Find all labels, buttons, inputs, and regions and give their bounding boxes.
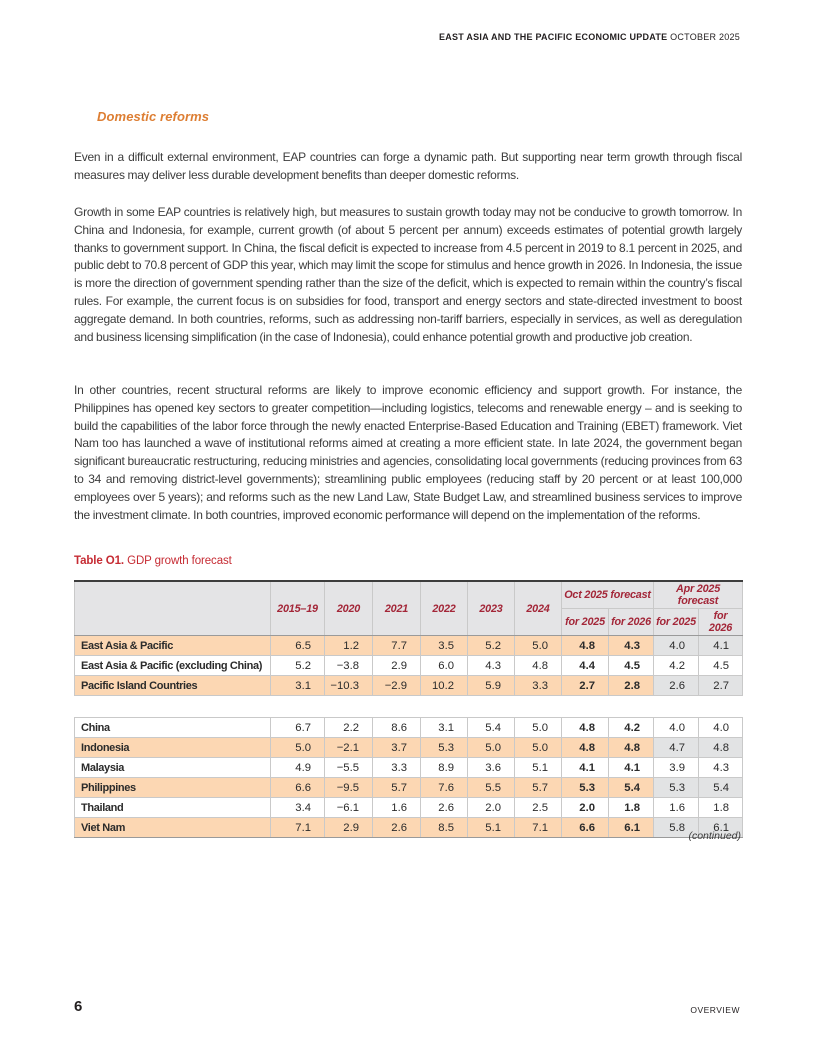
value-cell: 4.2 — [609, 718, 654, 738]
value-cell: 1.6 — [373, 798, 421, 818]
corner-cell — [75, 581, 271, 636]
value-cell: 2.7 — [562, 676, 609, 696]
value-cell: 5.4 — [699, 778, 743, 798]
value-cell: 3.9 — [654, 758, 699, 778]
value-cell: −9.5 — [325, 778, 373, 798]
value-cell: 2.6 — [373, 818, 421, 838]
value-cell: 4.8 — [699, 738, 743, 758]
value-cell: 4.0 — [654, 636, 699, 656]
value-cell: 4.8 — [562, 738, 609, 758]
value-cell: 2.6 — [421, 798, 468, 818]
value-cell: 3.4 — [271, 798, 325, 818]
year-column-header: 2021 — [373, 581, 421, 636]
value-cell: 6.1 — [699, 818, 743, 838]
value-cell: 4.8 — [609, 738, 654, 758]
value-cell: 4.1 — [562, 758, 609, 778]
value-cell: 2.5 — [515, 798, 562, 818]
value-cell: 5.3 — [562, 778, 609, 798]
value-cell: 8.5 — [421, 818, 468, 838]
value-cell: 1.8 — [699, 798, 743, 818]
row-label-cell: Philippines — [75, 778, 271, 798]
row-label-cell: East Asia & Pacific — [75, 636, 271, 656]
table-row — [75, 778, 743, 798]
value-cell: 6.6 — [562, 818, 609, 838]
forecast-group-header: Oct 2025 forecast — [562, 581, 654, 609]
value-cell: 4.5 — [699, 656, 743, 676]
value-cell: 2.0 — [468, 798, 515, 818]
year-column-header: 2024 — [515, 581, 562, 636]
value-cell: 6.5 — [271, 636, 325, 656]
row-label-cell: Pacific Island Countries — [75, 676, 271, 696]
value-cell: 2.8 — [609, 676, 654, 696]
value-cell: 10.2 — [421, 676, 468, 696]
value-cell: 5.9 — [468, 676, 515, 696]
year-column-header: 2022 — [421, 581, 468, 636]
value-cell: 3.1 — [421, 718, 468, 738]
paragraph-2: Growth in some EAP countries is relatively high, but measures to sustain growth today may not be conducive to growth tomorrow. In China and Indonesia, for example, current growth (of about 5 percent per annum) exceeds estimates of potential growth largely thanks to government support. In China, the fiscal deficit is expected to increase from 4.5 percent in 2019 to 8.1 percent in 2025, and public debt to 70.8 percent of GDP this year, which may limit the scope for stimulus and hence growth in 2026. In Indonesia, the issue is more the direction of government spending rather than the size of the deficit, which is expected to remain within the country’s fiscal rules. For example, the current focus is on subsidies for food, transport and energy sectors and state-directed investment to boost aggregate demand. In both countries, reforms, such as addressing non-tariff barriers, especially in services, as well as deregulation and business licensing simplification (in the case of Indonesia), could enhance potential growth and productive job creation. — [74, 205, 742, 344]
value-cell: −10.3 — [325, 676, 373, 696]
value-cell: 5.0 — [515, 636, 562, 656]
value-cell: 1.2 — [325, 636, 373, 656]
value-cell: −6.1 — [325, 798, 373, 818]
year-column-header: 2023 — [468, 581, 515, 636]
table-body — [75, 636, 743, 838]
table-caption-label: Table O1. — [74, 555, 125, 567]
value-cell: 7.1 — [271, 818, 325, 838]
row-label-cell: East Asia & Pacific (excluding China) — [75, 656, 271, 676]
value-cell: 2.6 — [654, 676, 699, 696]
value-cell: 2.9 — [373, 656, 421, 676]
value-cell: 3.5 — [421, 636, 468, 656]
table-row — [75, 718, 743, 738]
forecast-sub-header: for 2025 — [654, 609, 699, 636]
row-label-cell: Malaysia — [75, 758, 271, 778]
value-cell: 4.8 — [562, 718, 609, 738]
gdp-growth-forecast-table — [74, 580, 743, 838]
table-row — [75, 636, 743, 656]
value-cell: 6.0 — [421, 656, 468, 676]
value-cell: 3.3 — [515, 676, 562, 696]
value-cell: 6.1 — [609, 818, 654, 838]
table-row — [75, 758, 743, 778]
row-label-cell: Indonesia — [75, 738, 271, 758]
spacer-cell — [75, 696, 743, 718]
footer-section-label: OVERVIEW — [690, 1005, 740, 1015]
paragraph-1: Even in a difficult external environment, EAP countries can forge a dynamic path. But supporting near term growth through fiscal measures may deliver less durable development benefits than deeper domestic reforms. — [74, 150, 742, 182]
value-cell: 5.1 — [468, 818, 515, 838]
value-cell: 4.1 — [609, 758, 654, 778]
value-cell: 5.3 — [654, 778, 699, 798]
table-caption — [74, 555, 232, 567]
value-cell: 5.0 — [515, 738, 562, 758]
value-cell: 4.5 — [609, 656, 654, 676]
table-row — [75, 738, 743, 758]
value-cell: −3.8 — [325, 656, 373, 676]
year-column-header: 2020 — [325, 581, 373, 636]
value-cell: 7.6 — [421, 778, 468, 798]
table-head-row-main — [75, 581, 743, 609]
value-cell: 6.7 — [271, 718, 325, 738]
spacer-row — [75, 696, 743, 718]
value-cell: 4.3 — [609, 636, 654, 656]
value-cell: −5.5 — [325, 758, 373, 778]
value-cell: 6.6 — [271, 778, 325, 798]
table-continued-note: (continued) — [688, 830, 741, 842]
value-cell: 4.0 — [699, 718, 743, 738]
table-row — [75, 676, 743, 696]
value-cell: 5.2 — [468, 636, 515, 656]
value-cell: 4.3 — [468, 656, 515, 676]
value-cell: 3.1 — [271, 676, 325, 696]
value-cell: 8.6 — [373, 718, 421, 738]
table-row — [75, 798, 743, 818]
value-cell: 2.9 — [325, 818, 373, 838]
year-column-header: 2015–19 — [271, 581, 325, 636]
value-cell: 5.0 — [468, 738, 515, 758]
value-cell: 1.8 — [609, 798, 654, 818]
value-cell: 5.5 — [468, 778, 515, 798]
value-cell: 3.6 — [468, 758, 515, 778]
table-caption-title: GDP growth forecast — [127, 555, 232, 567]
value-cell: 2.0 — [562, 798, 609, 818]
value-cell: 4.4 — [562, 656, 609, 676]
value-cell: 5.1 — [515, 758, 562, 778]
paragraph-3: In other countries, recent structural reforms are likely to improve economic efficiency and support growth. For instance, the Philippines has opened key sectors to greater competition—including logistics, telecoms and renewable energy – and is seeking to build the capabilities of the labor force through the newly enacted Enterprise-Based Education and Training (EBET) framework. Viet Nam too has launched a wave of institutional reforms aimed at creating a more efficient state. In late 2024, the government began significant bureaucratic restructuring, reducing ministries and agencies, consolidating local governments (reducing provinces from 63 to 34 and removing district-level governments); streamlining public employees (reducing staff by 20 percent or at least 100,000 employees over 5 years); and reforms such as the new Land Law, State Budget Law, and streamlined business services to improve the investment climate. In both countries, improved economic performance will depend on the implementation of the reforms. — [74, 383, 742, 522]
value-cell: 4.8 — [562, 636, 609, 656]
value-cell: 3.3 — [373, 758, 421, 778]
value-cell: 8.9 — [421, 758, 468, 778]
value-cell: 5.7 — [373, 778, 421, 798]
running-header-title: EAST ASIA AND THE PACIFIC ECONOMIC UPDATE — [438, 32, 668, 42]
value-cell: 2.7 — [699, 676, 743, 696]
value-cell: 4.8 — [515, 656, 562, 676]
value-cell: 7.1 — [515, 818, 562, 838]
value-cell: 5.2 — [271, 656, 325, 676]
forecast-sub-header: for 2026 — [699, 609, 743, 636]
value-cell: 7.7 — [373, 636, 421, 656]
value-cell: 5.4 — [609, 778, 654, 798]
value-cell: −2.9 — [373, 676, 421, 696]
table-head — [75, 581, 743, 636]
value-cell: 1.6 — [654, 798, 699, 818]
forecast-sub-header: for 2026 — [609, 609, 654, 636]
row-label-cell: China — [75, 718, 271, 738]
value-cell: 4.2 — [654, 656, 699, 676]
value-cell: 4.9 — [271, 758, 325, 778]
value-cell: 5.0 — [515, 718, 562, 738]
value-cell: 4.0 — [654, 718, 699, 738]
value-cell: 4.1 — [699, 636, 743, 656]
value-cell: 5.8 — [654, 818, 699, 838]
value-cell: 5.4 — [468, 718, 515, 738]
value-cell: 5.7 — [515, 778, 562, 798]
running-header — [74, 32, 740, 42]
value-cell: 2.2 — [325, 718, 373, 738]
table-row — [75, 656, 743, 676]
running-header-date-text: OCTOBER 2025 — [670, 32, 740, 42]
value-cell: 5.0 — [271, 738, 325, 758]
value-cell: 4.3 — [699, 758, 743, 778]
forecast-sub-header: for 2025 — [562, 609, 609, 636]
page-number: 6 — [74, 998, 83, 1015]
value-cell: 5.3 — [421, 738, 468, 758]
table-row — [75, 818, 743, 838]
row-label-cell: Thailand — [75, 798, 271, 818]
forecast-group-header: Apr 2025 forecast — [654, 581, 743, 609]
section-heading: Domestic reforms — [97, 109, 210, 124]
value-cell: −2.1 — [325, 738, 373, 758]
row-label-cell: Viet Nam — [75, 818, 271, 838]
value-cell: 3.7 — [373, 738, 421, 758]
value-cell: 4.7 — [654, 738, 699, 758]
